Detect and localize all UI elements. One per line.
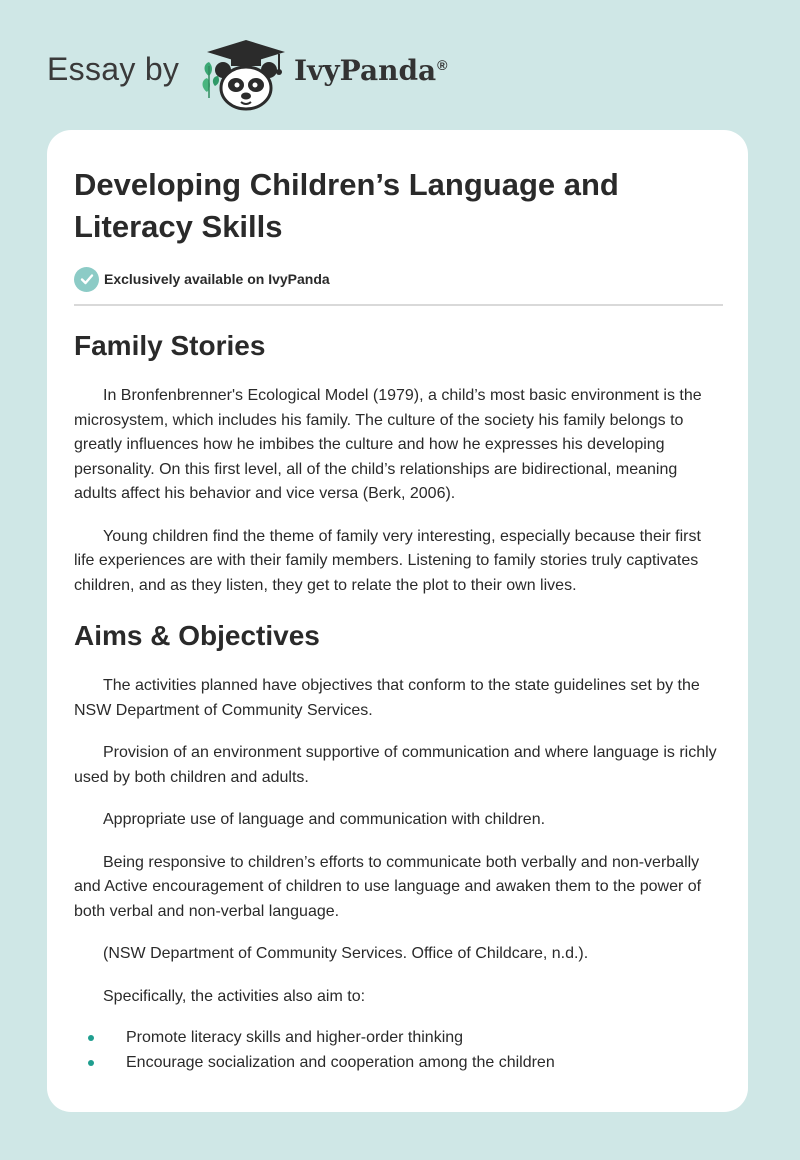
- list-item: [74, 1026, 724, 1051]
- essay-card: [47, 130, 748, 1112]
- list-item-text: Promote literacy skills and higher-order thinking: [126, 1029, 464, 1046]
- paragraph: Being responsive to children’s efforts to communicate both verbally and non-verbally and Active encouragement of children to use language and awaken them to the power of both verbal and non-verbal language.: [74, 853, 702, 920]
- bullet-dot-icon: [88, 1060, 94, 1066]
- divider: [74, 304, 723, 306]
- panda-graduate-logo-icon[interactable]: [201, 36, 291, 112]
- section-heading-family-stories: Family Stories: [74, 330, 266, 361]
- site-header: [47, 32, 507, 112]
- check-circle-icon: [74, 267, 99, 292]
- list-item: [74, 1051, 724, 1076]
- exclusive-badge: [74, 265, 724, 293]
- paragraph: (NSW Department of Community Services. Office of Childcare, n.d.).: [103, 945, 589, 962]
- paragraph: Specifically, the activities also aim to:: [103, 987, 366, 1005]
- paragraph: Appropriate use of language and communication with children.: [103, 811, 546, 828]
- paragraph: The activities planned have objectives that conform to the state guidelines set by the NSW Department of Community Services.: [74, 677, 700, 719]
- exclusive-badge-label: Exclusively available on IvyPanda: [104, 271, 330, 287]
- bullet-dot-icon: [88, 1035, 94, 1041]
- paragraph: Young children find the theme of family very interesting, especially because their first life experiences are with their family members. Listening to family stories truly captivates children, and as they listen, they get to relate the plot to their own lives.: [74, 527, 701, 594]
- essay-by-label: Essay by: [47, 51, 180, 87]
- brand-name[interactable]: IvyPanda®: [294, 54, 448, 87]
- objectives-list: [74, 1026, 724, 1075]
- essay-title: Developing Children’s Language and Literacy Skills: [74, 167, 619, 244]
- section-heading-aims-objectives: Aims & Objectives: [74, 620, 320, 651]
- paragraph: Provision of an environment supportive of communication and where language is richly used by both children and adults.: [74, 744, 717, 786]
- list-item-text: Encourage socialization and cooperation among the children: [126, 1053, 555, 1071]
- paragraph: In Bronfenbrenner's Ecological Model (1979), a child’s most basic environment is the microsystem, which includes his family. The culture of the society his family belongs to greatly influences how he imbibes the culture and how he expresses his developing personality. On this first level, all of the child’s relationships are bidirectional, meaning adults affect his behavior and vice versa (Berk, 2006).: [74, 387, 702, 502]
- essay-content: [74, 164, 724, 1075]
